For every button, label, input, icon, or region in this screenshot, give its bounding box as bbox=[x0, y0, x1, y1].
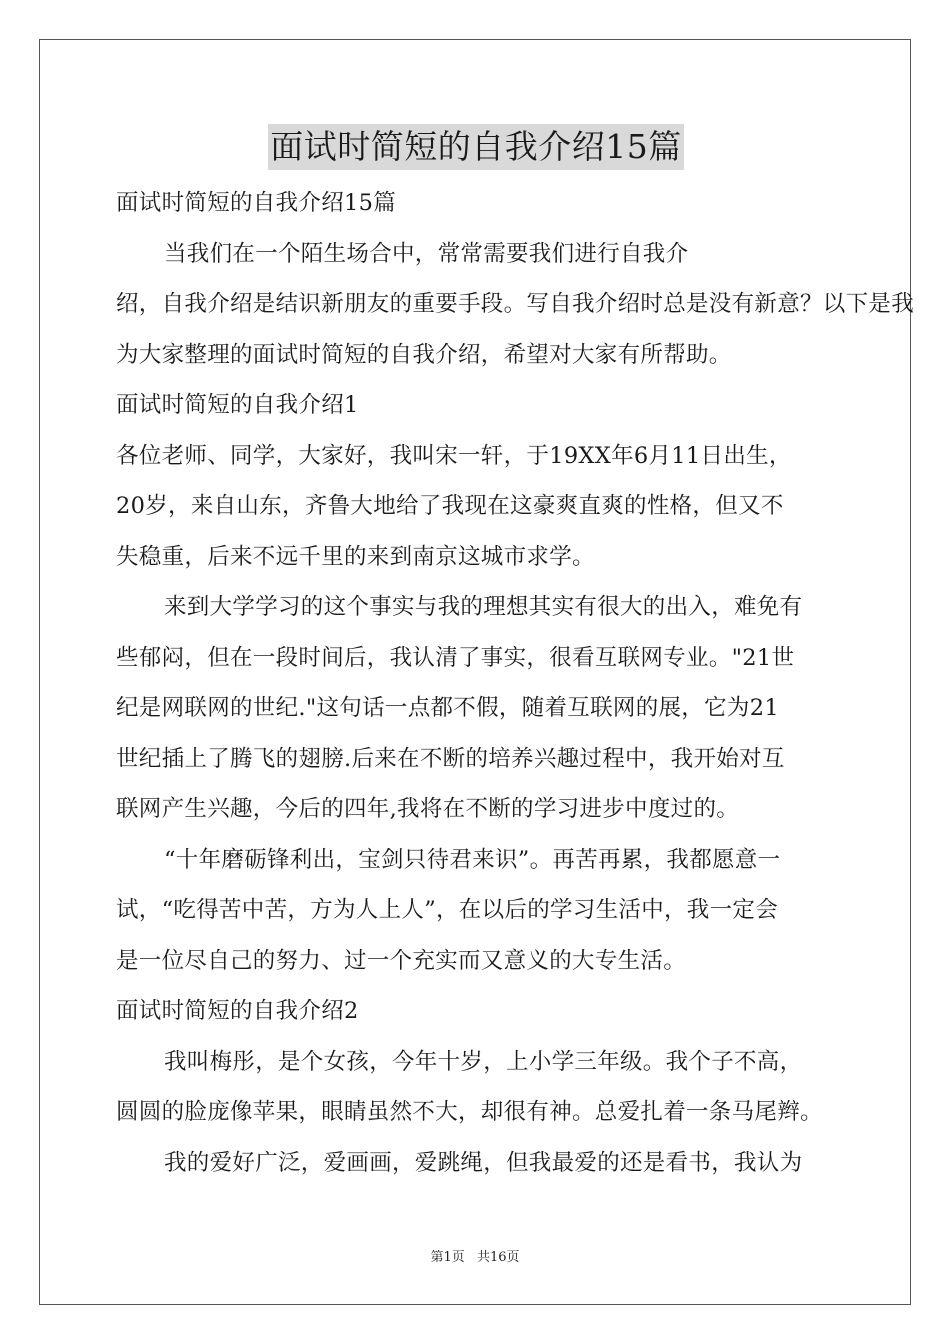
s1-p3-line-3: 是一位尽自己的努力、过一个充实而又意义的大专生活。 bbox=[116, 947, 687, 974]
intro-line-2: 绍，自我介绍是结识新朋友的重要手段。写自我介绍时总是没有新意？以下是我 bbox=[116, 291, 915, 317]
s1-p1-line-1: 各位老师、同学，大家好，我叫宋一轩，于19XX年6月11日出生， bbox=[116, 442, 792, 469]
page-number: 第1页 bbox=[430, 1250, 465, 1265]
s1-p1-line-3: 失稳重，后来不远千里的来到南京这城市求学。 bbox=[116, 543, 595, 570]
s2-p2-line-1: 我的爱好广泛，爱画画，爱跳绳，但我最爱的还是看书，我认为 bbox=[164, 1149, 803, 1176]
s1-p2-line-3: 纪是网联网的世纪."这句话一点都不假，随着互联网的展，它为21 bbox=[116, 695, 779, 721]
subtitle: 面试时简短的自我介绍15篇 bbox=[116, 190, 397, 216]
intro-line-3: 为大家整理的面试时简短的自我介绍，希望对大家有所帮助。 bbox=[116, 341, 732, 368]
title-wrap bbox=[116, 124, 836, 174]
s2-p1-line-1: 我叫梅彤，是个女孩，今年十岁，上小学三年级。我个子不高， bbox=[164, 1048, 803, 1075]
s1-p2-line-1: 来到大学学习的这个事实与我的理想其实有很大的出入，难免有 bbox=[164, 594, 803, 620]
intro-line-1: 当我们在一个陌生场合中，常常需要我们进行自我介 bbox=[164, 240, 689, 267]
s2-p1-line-2: 圆圆的脸庞像苹果，眼睛虽然不大，却很有神。总爱扎着一条马尾辫。 bbox=[116, 1099, 823, 1125]
s1-p3-line-1: “十年磨砺锋利出，宝剑只待君来识”。再苦再累，我都愿意一 bbox=[164, 846, 781, 873]
s1-p3-line-2: 试，“吃得苦中苦，方为人上人”，在以后的学习生活中，我一定会 bbox=[116, 897, 779, 923]
section-1-heading: 面试时简短的自我介绍1 bbox=[116, 392, 359, 418]
s1-p2-line-2: 些郁闷，但在一段时间后，我认清了事实，很看互联网专业。"21世 bbox=[116, 644, 795, 671]
s1-p2-line-4: 世纪插上了腾飞的翅膀.后来在不断的培养兴趣过程中，我开始对互 bbox=[116, 745, 785, 772]
page-total: 共16页 bbox=[476, 1250, 520, 1265]
s1-p1-line-2: 20岁，来自山东，齐鲁大地给了我现在这豪爽直爽的性格，但又不 bbox=[116, 493, 784, 519]
page-footer bbox=[0, 1246, 950, 1265]
page-title: 面试时简短的自我介绍15篇 bbox=[268, 124, 684, 170]
section-2-heading: 面试时简短的自我介绍2 bbox=[116, 998, 359, 1024]
s1-p2-line-5: 联网产生兴趣，今后的四年,我将在不断的学习进步中度过的。 bbox=[116, 796, 740, 822]
document-body bbox=[116, 124, 915, 1188]
